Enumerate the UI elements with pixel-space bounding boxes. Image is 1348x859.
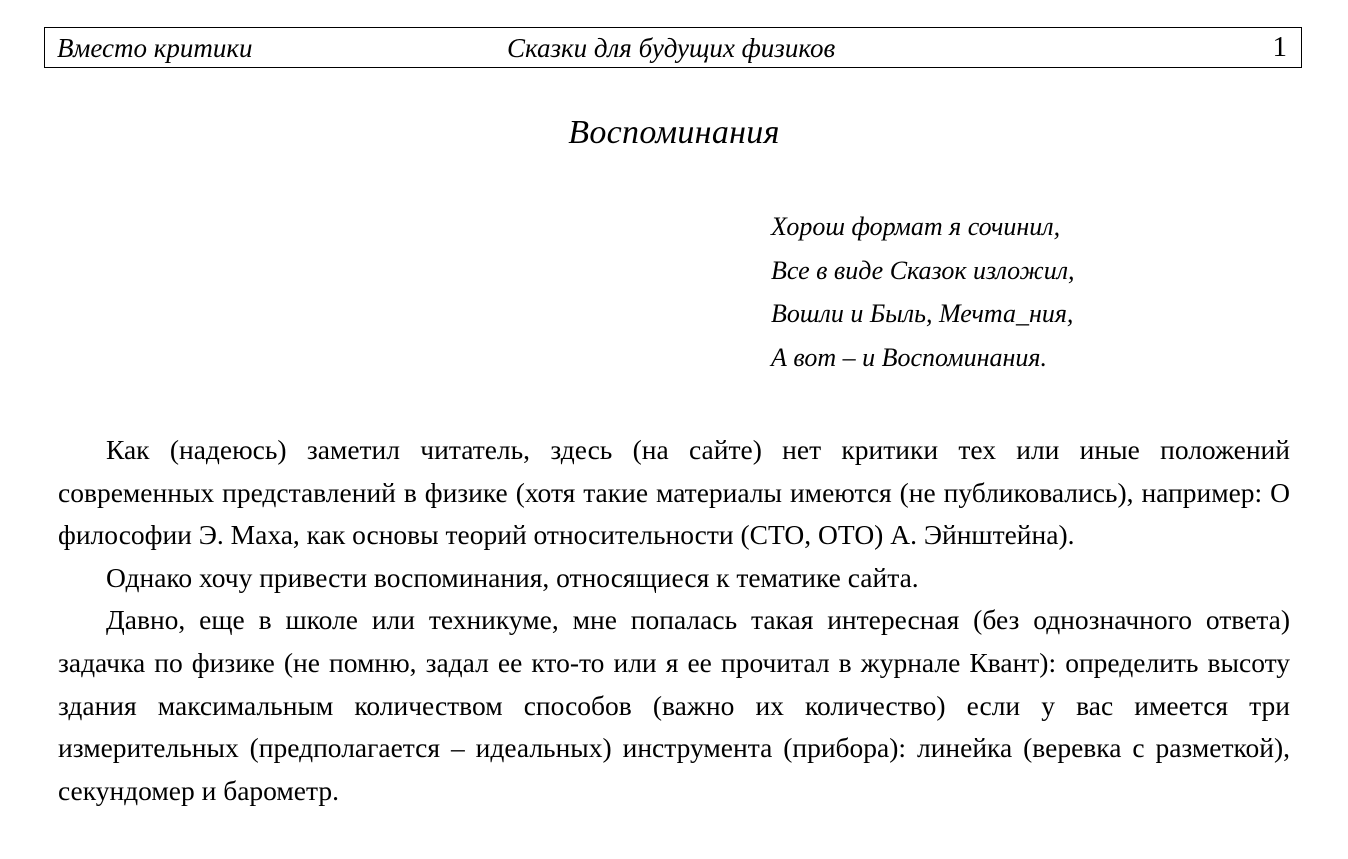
epigraph-line: Хорош формат я сочинил,	[771, 212, 1061, 241]
page-number: 1	[1272, 31, 1287, 63]
paragraph: Как (надеюсь) заметил читатель, здесь (на сайте) нет критики тех или иные положений современных представлений в физике (хотя такие материалы имеются (не публиковались), например: О философии Э. Маха, как основы теорий относительности (СТО, ОТО) А. Эйнштейна).	[58, 434, 1290, 551]
paragraph: Давно, еще в школе или техникуме, мне попалась такая интересная (без однозначного ответа) задачка по физике (не помню, задал ее кто-то или я ее прочитал в журнале Квант): определить высоту здания максимальным количеством способов (важно их количество) если у вас имеется три измерительных (предполагается – идеальных) инструмента (прибора): линейка (веревка с разметкой), секундомер и барометр.	[58, 604, 1290, 806]
document-body	[58, 429, 1290, 812]
epigraph-line: Все в виде Сказок изложил,	[771, 255, 1075, 285]
header-book-title: Сказки для будущих физиков	[507, 33, 836, 63]
header-section-title: Вместо критики	[57, 33, 253, 63]
epigraph-line: Вошли и Быль, Мечта_ния,	[771, 299, 1074, 328]
epigraph-line: А вот – и Воспоминания.	[771, 342, 1048, 372]
chapter-title: Воспоминания	[568, 114, 780, 151]
paragraph: Однако хочу привести воспоминания, относящиеся к тематике сайта.	[106, 561, 919, 593]
epigraph	[771, 205, 1075, 379]
page-header	[44, 27, 1302, 68]
